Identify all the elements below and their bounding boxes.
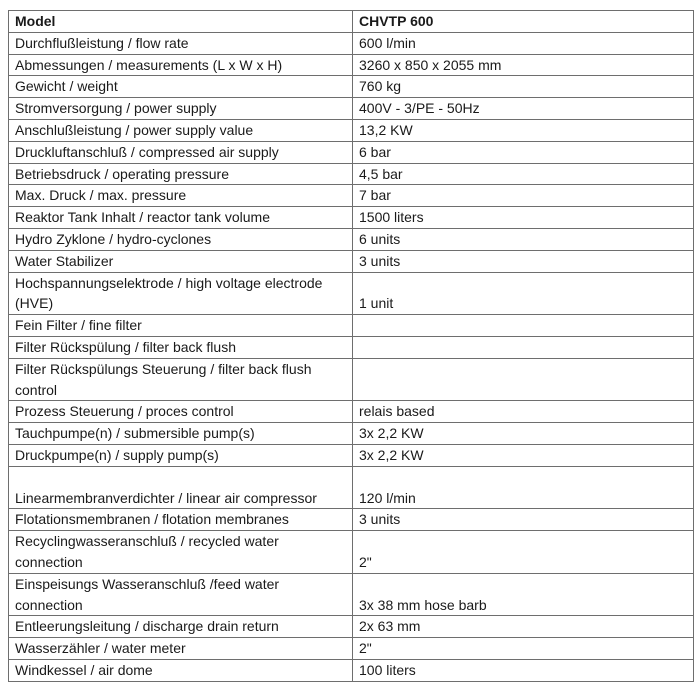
- row-value: 400V - 3/PE - 50Hz: [353, 98, 694, 120]
- row-label: Entleerungsleitung / discharge drain return: [9, 616, 353, 638]
- table-row: [9, 54, 694, 76]
- row-value: [353, 315, 694, 337]
- row-label: Druckpumpe(n) / supply pump(s): [9, 444, 353, 466]
- row-value: [353, 336, 694, 358]
- table-row: [9, 250, 694, 272]
- row-label: Filter Rückspülungs Steuerung / filter back flush control: [9, 358, 353, 401]
- row-value: 3 units: [353, 509, 694, 531]
- row-label: Durchflußleistung / flow rate: [9, 32, 353, 54]
- table-row: [9, 315, 694, 337]
- row-value: 760 kg: [353, 76, 694, 98]
- row-label: Einspeisungs Wasseranschluß /feed water connection: [9, 573, 353, 616]
- row-label: Flotationsmembranen / flotation membranes: [9, 509, 353, 531]
- table-row: [9, 119, 694, 141]
- table-row: [9, 141, 694, 163]
- row-value: 6 bar: [353, 141, 694, 163]
- row-label: Betriebsdruck / operating pressure: [9, 163, 353, 185]
- table-row: [9, 98, 694, 120]
- row-value: 4,5 bar: [353, 163, 694, 185]
- specification-table: [8, 10, 694, 682]
- row-value: 1 unit: [353, 272, 694, 315]
- row-value: 3 units: [353, 250, 694, 272]
- table-header-row: [9, 11, 694, 33]
- row-value: 3x 2,2 KW: [353, 444, 694, 466]
- table-row: [9, 163, 694, 185]
- row-value: 3260 x 850 x 2055 mm: [353, 54, 694, 76]
- row-value: 2": [353, 638, 694, 660]
- table-row: [9, 444, 694, 466]
- row-value: 1500 liters: [353, 207, 694, 229]
- table-row: [9, 401, 694, 423]
- table-row: [9, 573, 694, 616]
- row-label: Recyclingwasseranschluß / recycled water connection: [9, 531, 353, 574]
- row-label: Max. Druck / max. pressure: [9, 185, 353, 207]
- table-row: [9, 531, 694, 574]
- table-row: [9, 207, 694, 229]
- header-label: Model: [9, 11, 353, 33]
- row-label: Gewicht / weight: [9, 76, 353, 98]
- row-label: Reaktor Tank Inhalt / reactor tank volume: [9, 207, 353, 229]
- row-value: 2": [353, 531, 694, 574]
- table-row: [9, 616, 694, 638]
- row-label: Fein Filter / fine filter: [9, 315, 353, 337]
- row-value: 6 units: [353, 228, 694, 250]
- row-value: 120 l/min: [353, 466, 694, 509]
- table-row: [9, 423, 694, 445]
- table-row: [9, 659, 694, 681]
- table-row: [9, 466, 694, 509]
- row-label: Tauchpumpe(n) / submersible pump(s): [9, 423, 353, 445]
- row-label: Wasserzähler / water meter: [9, 638, 353, 660]
- table-row: [9, 185, 694, 207]
- header-value: CHVTP 600: [353, 11, 694, 33]
- table-row: [9, 228, 694, 250]
- row-value: [353, 358, 694, 401]
- table-row: [9, 638, 694, 660]
- row-value: 100 liters: [353, 659, 694, 681]
- row-label: Abmessungen / measurements (L x W x H): [9, 54, 353, 76]
- table-row: [9, 76, 694, 98]
- row-label: Hochspannungselektrode / high voltage electrode (HVE): [9, 272, 353, 315]
- table-row: [9, 509, 694, 531]
- table-row: [9, 358, 694, 401]
- table-row: [9, 32, 694, 54]
- row-value: 3x 38 mm hose barb: [353, 573, 694, 616]
- row-label: Hydro Zyklone / hydro-cyclones: [9, 228, 353, 250]
- row-value: 3x 2,2 KW: [353, 423, 694, 445]
- row-label: Water Stabilizer: [9, 250, 353, 272]
- row-label: Windkessel / air dome: [9, 659, 353, 681]
- row-value: 600 l/min: [353, 32, 694, 54]
- row-value: 13,2 KW: [353, 119, 694, 141]
- row-label: Prozess Steuerung / proces control: [9, 401, 353, 423]
- row-label: Anschlußleistung / power supply value: [9, 119, 353, 141]
- table-row: [9, 272, 694, 315]
- table-row: [9, 336, 694, 358]
- row-label: Stromversorgung / power supply: [9, 98, 353, 120]
- row-value: 2x 63 mm: [353, 616, 694, 638]
- row-label: Filter Rückspülung / filter back flush: [9, 336, 353, 358]
- row-label: Druckluftanschluß / compressed air supply: [9, 141, 353, 163]
- row-value: 7 bar: [353, 185, 694, 207]
- row-value: relais based: [353, 401, 694, 423]
- row-label: Linearmembranverdichter / linear air compressor: [9, 466, 353, 509]
